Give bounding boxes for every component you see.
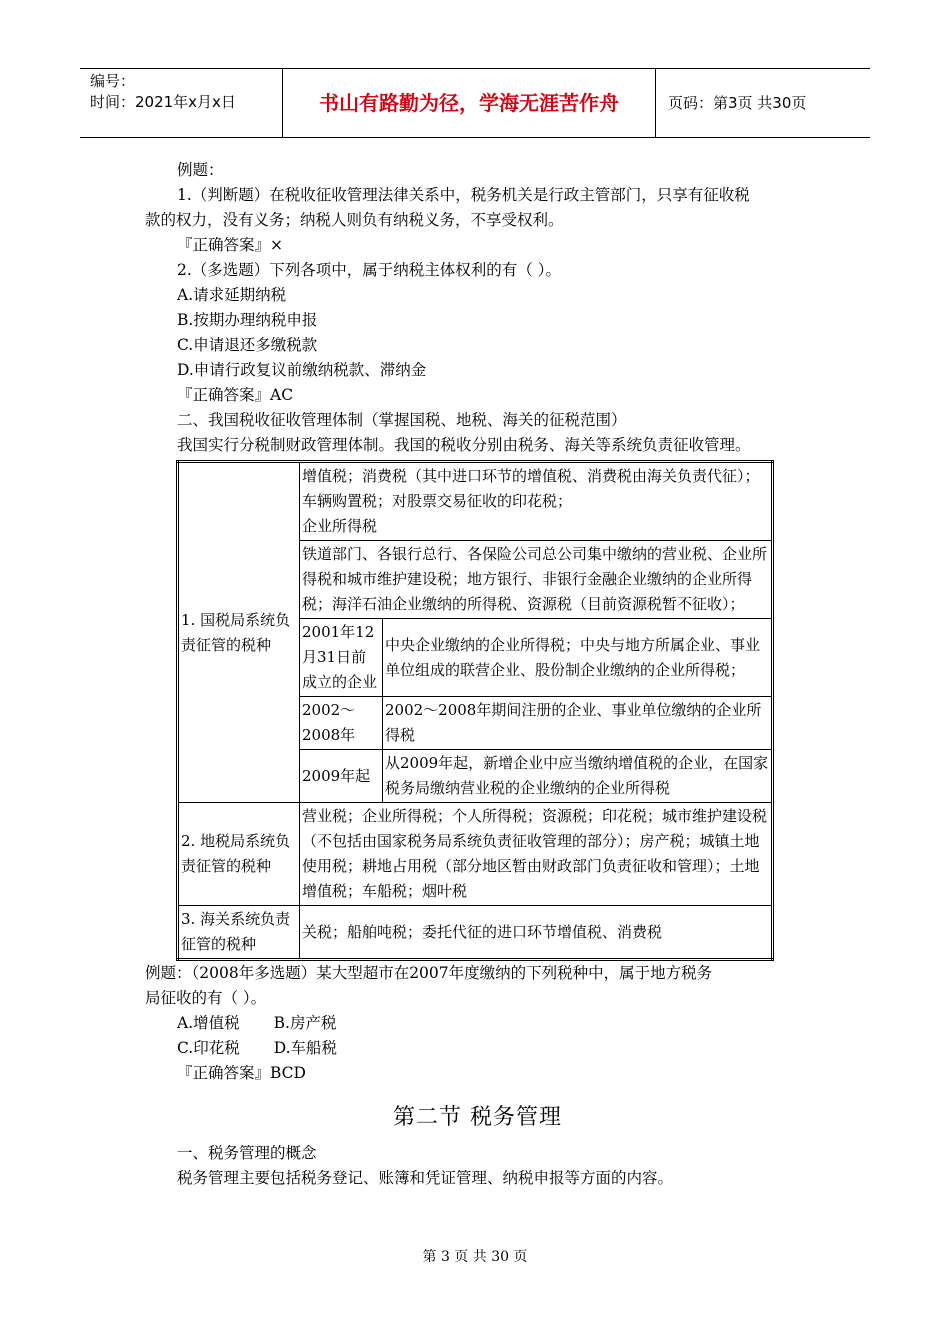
date-label: 时间：2021年x月x日 [90, 93, 236, 111]
example-2-options-row-2 [145, 1036, 810, 1061]
option-a: A.增值税 [177, 1014, 240, 1032]
period-cell: 2009年起 [300, 750, 383, 803]
number-label: 编号： [90, 72, 136, 90]
concept-heading: 一、税务管理的概念 [177, 1144, 317, 1162]
header-motto: 书山有路勤为径，学海无涯苦作舟 [283, 69, 656, 137]
header-page-label: 页码：第3页 共30页 [668, 94, 807, 112]
category-cell: 2. 地税局系统负责征管的税种 [178, 803, 300, 906]
option-a: A.请求延期纳税 [177, 286, 287, 304]
option-d: D.申请行政复议前缴纳税款、滞纳金 [177, 361, 427, 379]
section-intro: 我国实行分税制财政管理体制。我国的税收分别由税务、海关等系统负责征收管理。 [177, 436, 751, 454]
option-c: C.印花税 [177, 1039, 240, 1057]
table-cell: 铁道部门、各银行总行、各保险公司总公司集中缴纳的营业税、企业所得税和城市维护建设税；地方银行、非银行金融企业缴纳的企业所得税；海洋石油企业缴纳的所得税、资源税（目前资源税暂不征收）； [300, 541, 773, 619]
table-cell [300, 462, 773, 541]
category-cell: 3. 海关系统负责征管的税种 [178, 906, 300, 960]
table-cell: 2002～2008年期间注册的企业、事业单位缴纳的企业所得税 [383, 697, 773, 750]
example-title: 例题： [177, 161, 224, 179]
option-d: D.车船税 [273, 1039, 338, 1057]
document-body [145, 158, 810, 1191]
period-cell: 2001年12月31日前成立的企业 [300, 619, 383, 697]
option-b: B.按期办理纳税申报 [177, 311, 318, 329]
section-heading: 二、我国税收征收管理体制（掌握国税、地税、海关的征税范围） [177, 411, 627, 429]
table-cell: 营业税；企业所得税；个人所得税；资源税；印花税；城市维护建设税（不包括由国家税务局系统负责征收管理的部分）；房产税；城镇土地使用税；耕地占用税（部分地区暂由财政部门负责征收和管理）；土地增值税；车船税；烟叶税 [300, 803, 773, 906]
question-1-line-2: 款的权力，没有义务；纳税人则负有纳税义务，不享受权利。 [145, 211, 564, 229]
example-2-line-2: 局征收的有（ ）。 [145, 989, 267, 1007]
table-row [178, 906, 773, 960]
header-meta [80, 69, 283, 137]
answer-1: 『正确答案』× [177, 236, 283, 254]
concept-text: 税务管理主要包括税务登记、账簿和凭证管理、纳税申报等方面的内容。 [177, 1169, 674, 1187]
tax-authority-table [176, 460, 774, 961]
page-footer: 第 3 页 共 30 页 [422, 1249, 528, 1265]
section-title: 第二节 税务管理 [393, 1105, 562, 1130]
answer-2: 『正确答案』AC [177, 386, 294, 404]
page-header [80, 68, 870, 138]
table-cell: 关税；船舶吨税；委托代征的进口环节增值税、消费税 [300, 906, 773, 960]
question-1-line-1: 1.（判断题）在税收征收管理法律关系中，税务机关是行政主管部门，只享有征收税 [177, 186, 750, 204]
option-c: C.申请退还多缴税款 [177, 336, 318, 354]
table-cell: 中央企业缴纳的企业所得税；中央与地方所属企业、事业单位组成的联营企业、股份制企业缴纳的企业所得税； [383, 619, 773, 697]
cell-text: 企业所得税 [302, 517, 378, 535]
example-2-options-row-1 [145, 1011, 810, 1036]
table-cell: 从2009年起，新增企业中应当缴纳增值税的企业，在国家税务局缴纳营业税的企业缴纳的企业所得税 [383, 750, 773, 803]
example-2-answer: 『正确答案』BCD [177, 1064, 306, 1082]
period-cell: 2002～2008年 [300, 697, 383, 750]
table-row [178, 462, 773, 541]
option-b: B.房产税 [273, 1014, 337, 1032]
category-cell: 1. 国税局系统负责征管的税种 [178, 462, 300, 803]
example-2-line-1: 例题：（2008年多选题）某大型超市在2007年度缴纳的下列税种中，属于地方税务 [145, 964, 713, 982]
table-row [178, 803, 773, 906]
question-2: 2.（多选题）下列各项中，属于纳税主体权利的有（ ）。 [177, 261, 561, 279]
cell-text: 增值税；消费税（其中进口环节的增值税、消费税由海关负责代征）；车辆购置税；对股票交易征收的印花税； [302, 467, 760, 510]
